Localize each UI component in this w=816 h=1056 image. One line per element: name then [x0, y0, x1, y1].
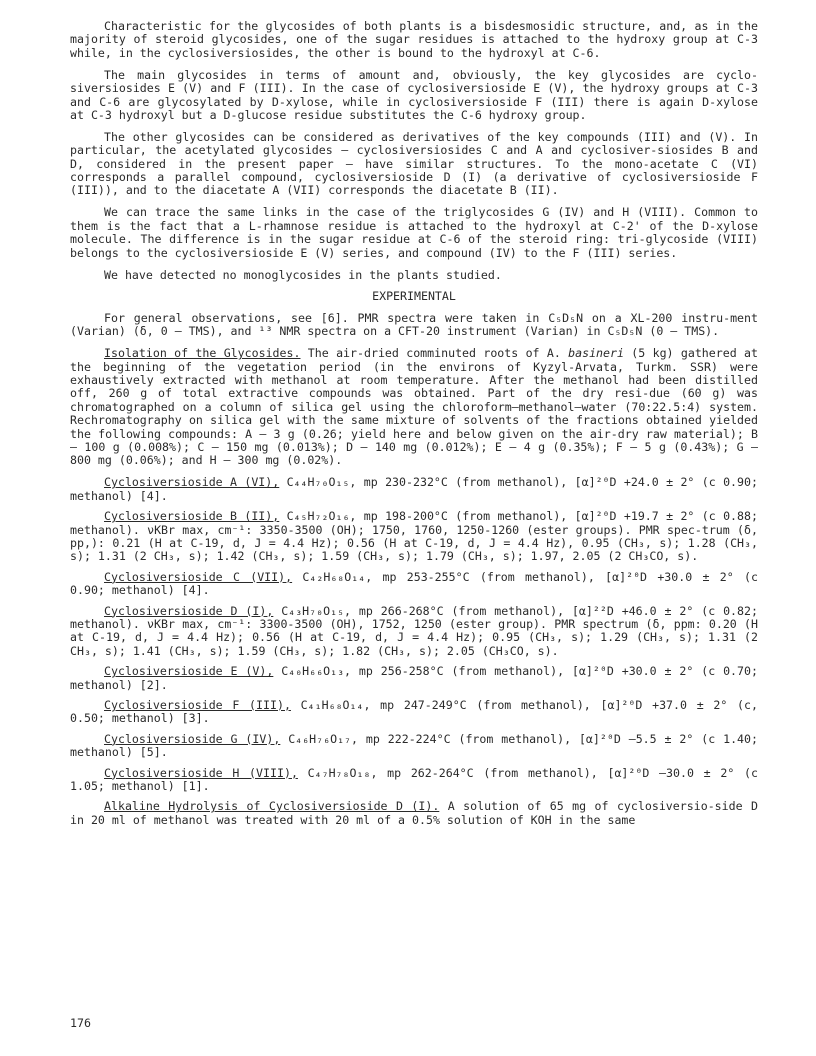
- compound-entry: [70, 476, 758, 503]
- general-observations: For general observations, see [6]. PMR spectra were taken in C₅D₅N on a XL-200 instru-ment (Varian) (δ, 0 — TMS), and ¹³ NMR spectra on a CFT-20 instrument (Varian) in C₅D₅N (0 — TMS).: [70, 310, 758, 339]
- compound-entry: [70, 665, 758, 692]
- isolation-title: Isolation of the Glycosides.: [104, 346, 301, 361]
- hydrolysis-title: Alkaline Hydrolysis of Cyclosiversioside D (I).: [104, 799, 440, 814]
- compound-data: C₄₄H₇₀O₁₅, mp 230-232°C (from methanol), [α]²⁰D +24.0 ± 2° (c 0.90; methanol) [4].: [70, 475, 758, 503]
- paragraph-3: The other glycosides can be considered as derivatives of the key compounds (III) and (V). In particular, the acetylated glycosides — cyclosiversiosides C and A and cyclosiver-siosides B and D, considered in the present paper — have similar structures. To the mono-acetate C (VI) corresponds a parallel compound, cyclosiversioside D (I) (a derivative of cyclosiversioside F (III)), and to the diacetate A (VII) corresponds the diacetate B (II).: [70, 129, 758, 198]
- compound-name: Cyclosiversioside G (IV),: [104, 731, 281, 746]
- paragraph-2: The main glycosides in terms of amount and, obviously, the key glycosides are cyclo-siversiosides E (V) and F (III). In the case of cyclosiversioside E (V), the hydroxy groups at C-3 and C-6 are glycosylated by D-xylose, while in cyclosiversioside F (III) there is again D-xylose at C-3 hydroxyl but a D-glucose residue substitutes the C-6 hydroxy group.: [70, 67, 758, 122]
- paragraph-4: We can trace the same links in the case of the triglycosides G (IV) and H (VIII). Common to them is the fact that a L-rhamnose residue is attached to the hydroxyl at C-2' of the D-xylose molecule. The difference is in the sugar residue at C-6 of the steroid ring: tri-glycoside (VIII) belongs to the cyclosiversioside E (V) series, and compound (IV) to the F (III) series.: [70, 205, 758, 260]
- compound-name: Cyclosiversioside B (II),: [104, 509, 280, 524]
- paragraph-1: Characteristic for the glycosides of both plants is a bisdesmosidic structure, and, as in the majority of steroid glycosides, one of the sugar residues is attached to the hydroxy group at C-3 while, in the cyclosiversiosides, the other is bound to the hydroxyl at C-6.: [70, 19, 758, 60]
- isolation-paragraph: [70, 347, 758, 468]
- hydrolysis-text: A solution of 65 mg of cyclosiversio-side D in 20 ml of methanol was treated with 20 ml of a 0.5% solution of KOH in the same: [70, 799, 758, 827]
- compound-entry: [70, 510, 758, 564]
- compound-data: C₄₆H₇₆O₁₇, mp 222-224°C (from methanol), [α]²⁰D —5.5 ± 2° (c 1.40; methanol) [5].: [70, 731, 758, 760]
- hydrolysis-paragraph: [70, 800, 758, 827]
- compound-data: C₄₅H₇₂O₁₆, mp 198-200°C (from methanol), [α]²⁰D +19.7 ± 2° (c 0.88; methanol). νKBr max, cm⁻¹: 3350-3500 (OH); 1750, 1760, 1250-1260 (ester groups). PMR spec-trum (δ, pp,): 0.21 (H at C-19, d, J = 4.4 Hz); 0.56 (H at C-19, d, J = 4.4 Hz), 0.95 (CH₃, s); 1.28 (CH₃, s); 1.31 (2 CH₃, s); 1.42 (CH₃, s); 1.59 (CH₃, s); 1.79 (CH₃, s); 1.97, 2.05 (2 CH₃CO, s).: [70, 509, 758, 564]
- paragraph-5: We have detected no monoglycosides in the plants studied.: [104, 267, 502, 282]
- species-name: basineri: [568, 346, 624, 361]
- compound-data: C₄₇H₇₈O₁₈, mp 262-264°C (from methanol), [α]²⁰D —30.0 ± 2° (c 1.05; methanol) [1].: [70, 765, 758, 793]
- compound-data: C₄₂H₆₈O₁₄, mp 253-255°C (from methanol), [α]²⁰D +30.0 ± 2° (c 0.90; methanol) [4].: [70, 569, 758, 598]
- compound-entry: [70, 571, 758, 598]
- isolation-text-a: The air-dried comminuted roots of A.: [300, 346, 569, 361]
- page-body: [70, 20, 758, 836]
- compound-entry: [70, 605, 758, 659]
- section-heading-experimental: EXPERIMENTAL: [372, 289, 456, 304]
- compound-name: Cyclosiversioside C (VII),: [104, 569, 293, 584]
- compound-name: Cyclosiversioside E (V),: [104, 664, 274, 679]
- compound-entry: [70, 767, 758, 794]
- compound-data: C₄₃H₇₀O₁₅, mp 266-268°C (from methanol), [α]²²D +46.0 ± 2° (c 0.82; methanol). νKBr max, cm⁻¹: 3300-3500 (OH), 1752, 1250 (ester group). PMR spectrum (δ, ppm: 0.20 (H at C-19, d, J = 4.4 Hz); 0.56 (H at C-19, d, J = 4.4 Hz); 0.95 (CH₃, s); 1.29 (CH₃, s); 1.31 (2 CH₃, s); 1.41 (CH₃, s); 1.59 (CH₃, s); 1.82 (CH₃, s); 2.05 (CH₃CO, s).: [70, 603, 758, 658]
- compound-name: Cyclosiversioside F (III),: [104, 697, 291, 712]
- isolation-text-b: (5 kg) gathered at the beginning of the vegetation period (in the environs of Kyzyl-Arvata, Turkm. SSR) were exhaustively extracted with methanol at room temperature. After the methanol had been distilled off, 260 g of total extractive compounds was obtained. Part of the dry resi-due (60 g) was chromatographed on a column of silica gel using the chloroform—methanol—water (70:22.5:4) system. Rechromatography on silica gel with the same mixture of solvents of the fractions obtained yielded the following compounds: A — 3 g (0.26; yield here and below given on the air-dry raw material); B — 100 g (0.008%); C — 150 mg (0.013%); D — 140 mg (0.012%); E — 4 g (0.35%); F — 5 g (0.43%); G — 800 mg (0.06%); and H — 300 mg (0.02%).: [70, 346, 758, 468]
- compound-name: Cyclosiversioside D (I),: [104, 603, 274, 618]
- compound-data: C₄₁H₆₈O₁₄, mp 247-249°C (from methanol), [α]²⁰D +37.0 ± 2° (c, 0.50; methanol) [3].: [70, 697, 758, 726]
- page-number: 176: [70, 1016, 91, 1030]
- compound-name: Cyclosiversioside H (VIII),: [104, 765, 298, 780]
- compound-entry: [70, 699, 758, 726]
- compound-data: C₄₀H₆₆O₁₃, mp 256-258°C (from methanol), [α]²⁰D +30.0 ± 2° (c 0.70; methanol) [2].: [70, 664, 758, 692]
- compound-name: Cyclosiversioside A (VI),: [104, 475, 280, 490]
- compound-entry: [70, 733, 758, 760]
